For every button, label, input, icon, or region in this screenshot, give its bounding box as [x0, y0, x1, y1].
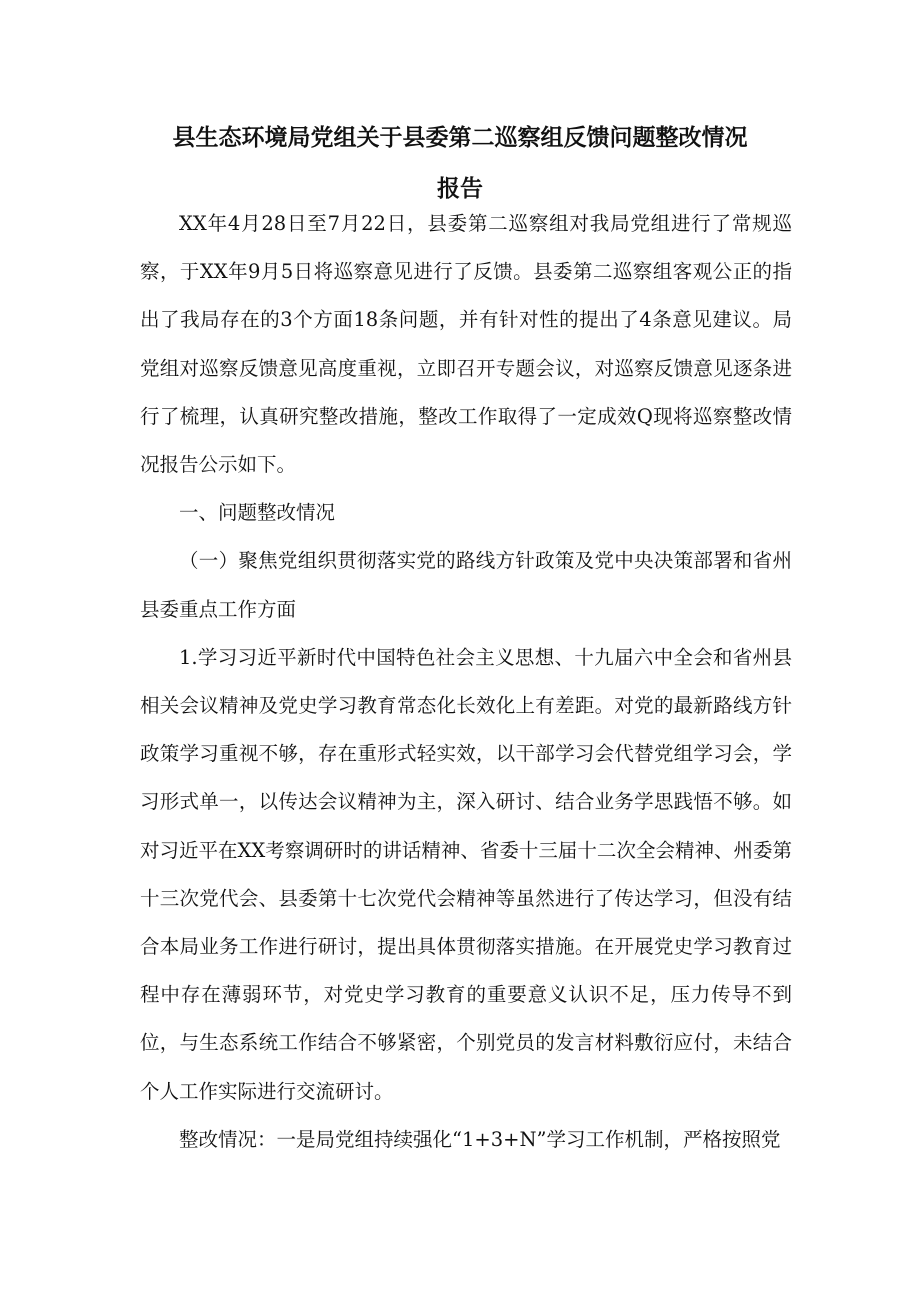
document-body — [140, 200, 792, 1164]
issue-paragraph-1: 1.学习习近平新时代中国特色社会主义思想、十九届六中全会和省州县相关会议精神及党史学习教育常态化长效化上有差距。对党的最新路线方针政策学习重视不够，存在重形式轻实效，以干部学习会代替党组学习会，学习形式单一，以传达会议精神为主，深入研讨、结合业务学思践悟不够。如对习近平在XX考察调研时的讲话精神、省委十三届十二次全会精神、州委第十三次党代会、县委第十七次党代会精神等虽然进行了传达学习，但没有结合本局业务工作进行研讨，提出具体贯彻落实措施。在开展党史学习教育过程中存在薄弱环节，对党史学习教育的重要意义认识不足，压力传导不到位，与生态系统工作结合不够紧密，个别党员的发言材料敷衍应付，未结合个人工作实际进行交流研讨。 — [140, 645, 792, 1103]
document-title-line-2: 报告 — [437, 176, 483, 202]
intro-paragraph: XX年4月28日至7月22日，县委第二巡察组对我局党组进行了常规巡察，于XX年9月5日将巡察意见进行了反馈。县委第二巡察组客观公正的指出了我局存在的3个方面18条问题，并有针对性的提出了4条意见建议。局党组对巡察反馈意见高度重视，立即召开专题会议，对巡察反馈意见逐条进行了梳理，认真研究整改措施，整改工作取得了一定成效Q现将巡察整改情况报告公示如下。 — [140, 212, 792, 477]
rectification-paragraph: 整改情况：一是局党组持续强化“1+3+N”学习工作机制，严格按照党 — [179, 1127, 781, 1151]
document-title-line-1: 县生态环境局党组关于县委第二巡察组反馈问题整改情况 — [172, 125, 748, 151]
subsection-heading-1: （一）聚焦党组织贯彻落实党的路线方针政策及党中央决策部署和省州县委重点工作方面 — [140, 549, 792, 621]
section-heading-1: 一、问题整改情况 — [179, 501, 336, 525]
